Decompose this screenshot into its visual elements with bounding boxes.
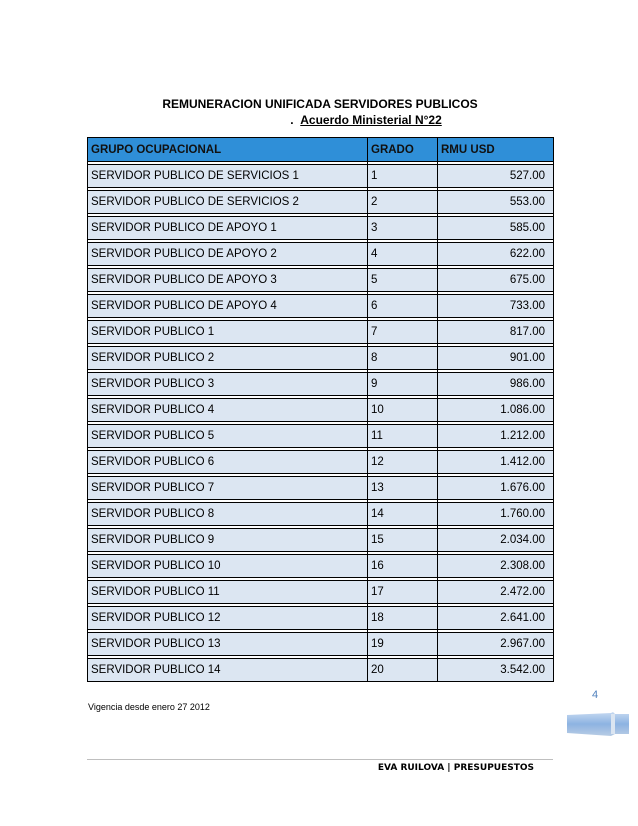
cell-rmu: 2.034.00	[438, 529, 554, 552]
cell-rmu: 2.472.00	[438, 581, 554, 604]
cell-grado: 11	[368, 425, 438, 448]
cell-rmu: 817.00	[438, 321, 554, 344]
cell-grado: 8	[368, 347, 438, 370]
cell-grado: 19	[368, 633, 438, 656]
cell-grupo: SERVIDOR PUBLICO 5	[88, 425, 368, 448]
footer-text: EVA RUILOVA | PRESUPUESTOS	[377, 763, 534, 773]
table-row	[88, 659, 554, 682]
cell-grupo: SERVIDOR PUBLICO 6	[88, 451, 368, 474]
cell-grupo: SERVIDOR PUBLICO DE SERVICIOS 2	[88, 191, 368, 214]
page-number: 4	[592, 689, 599, 701]
cell-rmu: 1.676.00	[438, 477, 554, 500]
document-title: REMUNERACION UNIFICADA SERVIDORES PUBLICOS	[162, 97, 478, 111]
table-row	[88, 321, 554, 344]
page-tab-decoration	[567, 712, 629, 736]
cell-grupo: SERVIDOR PUBLICO 3	[88, 373, 368, 396]
cell-grupo: SERVIDOR PUBLICO DE APOYO 4	[88, 295, 368, 318]
cell-grupo: SERVIDOR PUBLICO 12	[88, 607, 368, 630]
table-row	[88, 633, 554, 656]
cell-grado: 17	[368, 581, 438, 604]
cell-rmu: 733.00	[438, 295, 554, 318]
cell-grado: 13	[368, 477, 438, 500]
cell-grado: 18	[368, 607, 438, 630]
table-header-row	[88, 138, 554, 162]
table-row	[88, 347, 554, 370]
cell-grupo: SERVIDOR PUBLICO 1	[88, 321, 368, 344]
cell-grupo: SERVIDOR PUBLICO 7	[88, 477, 368, 500]
cell-grupo: SERVIDOR PUBLICO DE SERVICIOS 1	[88, 165, 368, 188]
cell-rmu: 3.542.00	[438, 659, 554, 682]
cell-grado: 3	[368, 217, 438, 240]
cell-grupo: SERVIDOR PUBLICO DE APOYO 3	[88, 269, 368, 292]
cell-grupo: SERVIDOR PUBLICO 13	[88, 633, 368, 656]
cell-grupo: SERVIDOR PUBLICO 9	[88, 529, 368, 552]
cell-grupo: SERVIDOR PUBLICO 2	[88, 347, 368, 370]
table-row	[88, 477, 554, 500]
cell-grupo: SERVIDOR PUBLICO 14	[88, 659, 368, 682]
cell-grado: 7	[368, 321, 438, 344]
table-row	[88, 165, 554, 188]
table-row	[88, 451, 554, 474]
cell-grado: 14	[368, 503, 438, 526]
column-header-rmu: RMU USD	[438, 138, 554, 162]
cell-rmu: 527.00	[438, 165, 554, 188]
column-header-grado: GRADO	[368, 138, 438, 162]
validity-note: Vigencia desde enero 27 2012	[88, 702, 210, 712]
cell-grado: 12	[368, 451, 438, 474]
cell-grupo: SERVIDOR PUBLICO 4	[88, 399, 368, 422]
table-row	[88, 243, 554, 266]
cell-grado: 1	[368, 165, 438, 188]
table-row	[88, 191, 554, 214]
cell-grado: 6	[368, 295, 438, 318]
table-row	[88, 607, 554, 630]
cell-rmu: 1.760.00	[438, 503, 554, 526]
document-subtitle	[47, 113, 638, 127]
table-row	[88, 373, 554, 396]
subtitle-prefix: .	[290, 113, 294, 127]
table-row	[88, 503, 554, 526]
cell-grado: 9	[368, 373, 438, 396]
footer-divider	[87, 759, 553, 760]
table-row	[88, 581, 554, 604]
table-row	[88, 555, 554, 578]
table-row	[88, 217, 554, 240]
cell-grado: 20	[368, 659, 438, 682]
cell-rmu: 1.412.00	[438, 451, 554, 474]
table-row	[88, 529, 554, 552]
table-row	[88, 295, 554, 318]
cell-rmu: 901.00	[438, 347, 554, 370]
cell-rmu: 2.641.00	[438, 607, 554, 630]
cell-rmu: 2.967.00	[438, 633, 554, 656]
cell-grupo: SERVIDOR PUBLICO DE APOYO 2	[88, 243, 368, 266]
cell-rmu: 986.00	[438, 373, 554, 396]
cell-rmu: 2.308.00	[438, 555, 554, 578]
salary-table	[87, 137, 554, 682]
cell-grado: 15	[368, 529, 438, 552]
cell-rmu: 622.00	[438, 243, 554, 266]
subtitle-text: Acuerdo Ministerial N°22	[300, 113, 442, 127]
cell-grado: 4	[368, 243, 438, 266]
cell-grupo: SERVIDOR PUBLICO 11	[88, 581, 368, 604]
cell-rmu: 1.212.00	[438, 425, 554, 448]
table-row	[88, 269, 554, 292]
cell-grupo: SERVIDOR PUBLICO 8	[88, 503, 368, 526]
table-row	[88, 399, 554, 422]
table-row	[88, 425, 554, 448]
cell-grupo: SERVIDOR PUBLICO DE APOYO 1	[88, 217, 368, 240]
cell-grado: 10	[368, 399, 438, 422]
cell-grupo: SERVIDOR PUBLICO 10	[88, 555, 368, 578]
cell-grado: 2	[368, 191, 438, 214]
cell-rmu: 1.086.00	[438, 399, 554, 422]
cell-rmu: 675.00	[438, 269, 554, 292]
cell-grado: 16	[368, 555, 438, 578]
cell-rmu: 585.00	[438, 217, 554, 240]
column-header-grupo: GRUPO OCUPACIONAL	[88, 138, 368, 162]
cell-grado: 5	[368, 269, 438, 292]
cell-rmu: 553.00	[438, 191, 554, 214]
table-body	[88, 162, 554, 682]
